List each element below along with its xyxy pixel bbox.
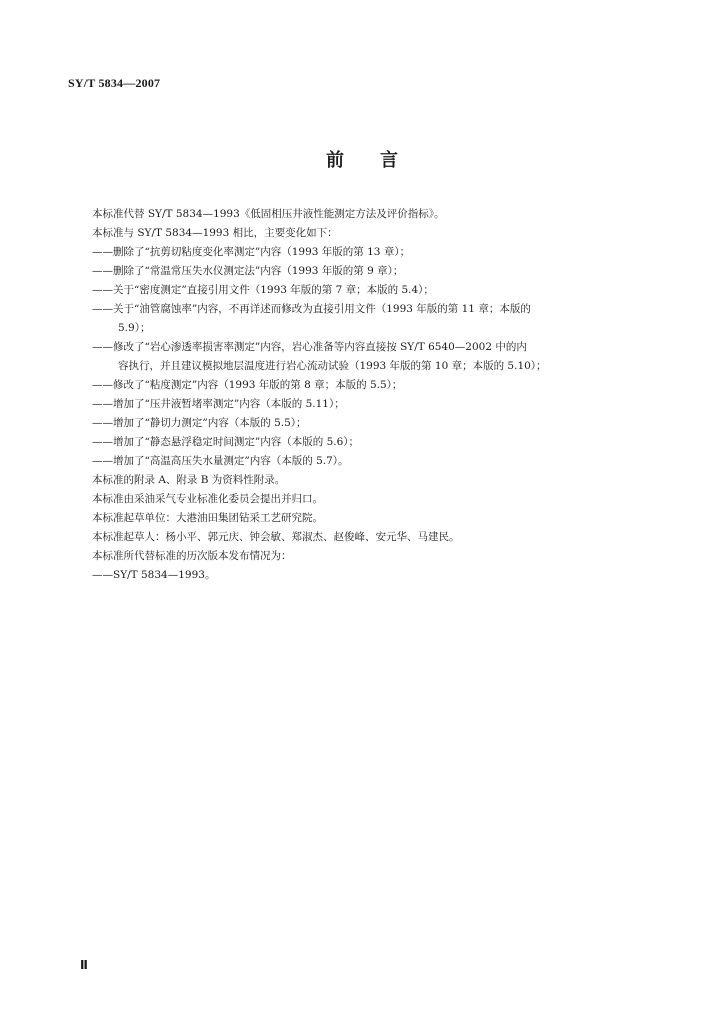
text-line: 本标准起草人：杨小平、郭元庆、钟会敏、郑淑杰、赵俊峰、安元华、马建民。 [92, 531, 460, 543]
text-line: 容执行，并且建议模拟地层温度进行岩心流动试验（1993 年版的第 10 章；本版的 5.10）； [118, 360, 547, 372]
text-line: 本标准代替 SY/T 5834—1993《低固相压井液性能测定方法及评价指标》。 [92, 208, 445, 220]
document-code: SY/T 5834—2007 [68, 76, 161, 90]
text-line: 5.9）； [118, 322, 151, 334]
text-line: ——删除了“常温常压失水仪测定法”内容（1993 年版的第 9 章）； [92, 265, 404, 277]
page-title [0, 146, 724, 172]
text-line: ——关于“密度测定”直接引用文件（1993 年版的第 7 章；本版的 5.4）； [92, 284, 434, 296]
text-line: 本标准与 SY/T 5834—1993 相比，主要变化如下： [92, 227, 338, 239]
text-line: ——删除了“抗剪切粘度变化率测定”内容（1993 年版的第 13 章）； [92, 246, 411, 258]
text-line: ——增加了“静切力测定”内容（本版的 5.5）； [92, 417, 307, 429]
text-line: ——增加了“静态悬浮稳定时间测定”内容（本版的 5.6）； [92, 436, 360, 448]
text-line: ——增加了“高温高压失水量测定”内容（本版的 5.7）。 [92, 455, 349, 467]
foreword-body [92, 205, 640, 585]
text-line: ——修改了“粘度测定”内容（1993 年版的第 8 章；本版的 5.5）； [92, 379, 403, 391]
text-line: ——SY/T 5834—1993。 [92, 569, 216, 581]
text-line: ——增加了“压井液暂堵率测定”内容（本版的 5.11）； [92, 398, 345, 410]
text-line: 本标准由采油采气专业标准化委员会提出并归口。 [92, 493, 323, 505]
title-part-1: 前 [326, 150, 344, 171]
text-line: 本标准起草单位：大港油田集团钻采工艺研究院。 [92, 512, 323, 524]
page-number: Ⅱ [80, 958, 88, 972]
text-line: ——关于“油管腐蚀率”内容，不再详述而修改为直接引用文件（1993 年版的第 11 章；本版的 [92, 303, 531, 315]
text-line: 本标准所代替标准的历次版本发布情况为： [92, 550, 292, 562]
text-line: ——修改了“岩心渗透率损害率测定”内容，岩心准备等内容直接按 SY/T 6540—2002 中的内 [92, 341, 527, 353]
text-line: 本标准的附录 A、附录 B 为资料性附录。 [92, 474, 286, 486]
title-part-2: 言 [380, 150, 398, 171]
